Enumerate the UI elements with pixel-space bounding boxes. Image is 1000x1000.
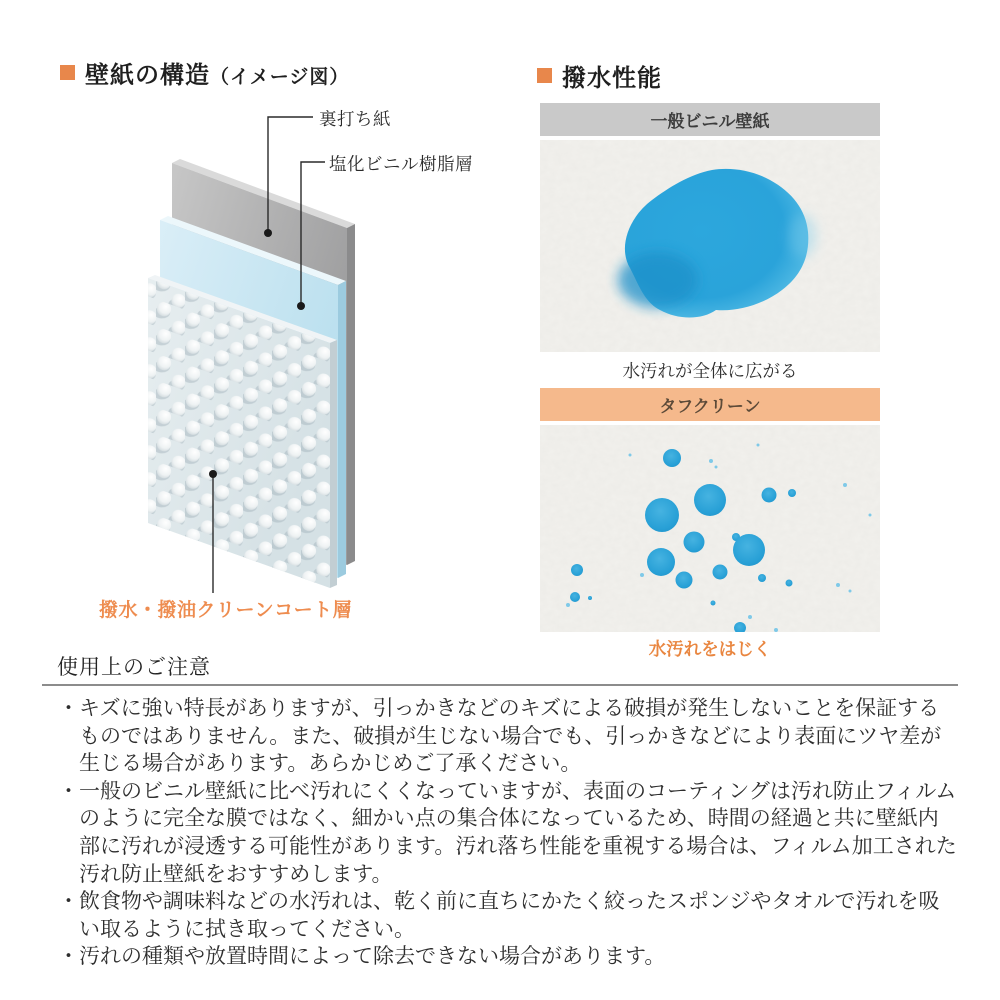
panel2-header-bar [540,388,880,421]
note-text: 飲食物や調味料などの水汚れは、乾く前に直ちにかたく絞ったスポンジやタオルで汚れを吸い取るように拭き取ってください。 [79,890,940,941]
water-beading-photo [540,425,880,632]
orange-square-bullet-icon [60,65,75,80]
note-text: 一般のビニル壁紙に比べ汚れにくくなっていますが、表面のコーティングは汚れ防止フィルムのように完全な膜ではなく、細かい点の集合体になっているため、時間の経過と共に壁紙内部に汚れが浸透する可能性があります。汚れ落ち性能を重視する場合は、フィルム加工された汚れ防止壁紙をおすすめします。 [79,779,957,886]
structure-title-main: 壁紙の構造 [85,62,210,89]
repellency-section-title: 撥水性能 [562,65,662,92]
notes-title: 使用上のご注意 [57,656,211,679]
bullet-icon: ・ [58,697,79,720]
structure-title-sub: （イメージ図） [210,67,350,88]
wallpaper-structure-diagram [40,95,520,655]
panel1-caption: 水汚れが全体に広がる [622,361,798,381]
backing-paper-label: 裏打ち紙 [319,109,391,129]
note-item [58,943,958,971]
panel2-caption: 水汚れをはじく [648,639,772,659]
bullet-icon: ・ [58,945,79,969]
note-text: キズに強い特長がありますが、引っかきなどのキズによる破損が発生しないことを保証するものではありません。また、破損が生じない場合でも、引っかきなどにより表面にツヤ差が生じる場合があります。あらかじめご了承ください。 [79,697,942,776]
clean-coat-label: 撥水・撥油クリーンコート層 [99,600,353,621]
panel1-header-bar [540,103,880,136]
structure-section-header [60,55,349,90]
orange-square-bullet-icon [537,68,552,83]
panel2-header-label: タフクリーン [659,397,761,416]
vinyl-resin-label: 塩化ビニル樹脂層 [329,154,473,174]
bullet-icon: ・ [58,779,79,803]
note-text: 汚れの種類や放置時間によって除去できない場合があります。 [79,945,666,969]
notes-list [58,695,958,971]
structure-section-title [85,55,349,90]
bullet-icon: ・ [58,890,79,914]
water-spread-photo [540,140,880,352]
note-item [58,888,958,943]
notes-divider [42,684,958,686]
panel1-header-label: 一般ビニル壁紙 [650,112,770,131]
repellency-section-header [537,58,662,93]
note-item [58,778,958,888]
note-item [58,695,958,778]
